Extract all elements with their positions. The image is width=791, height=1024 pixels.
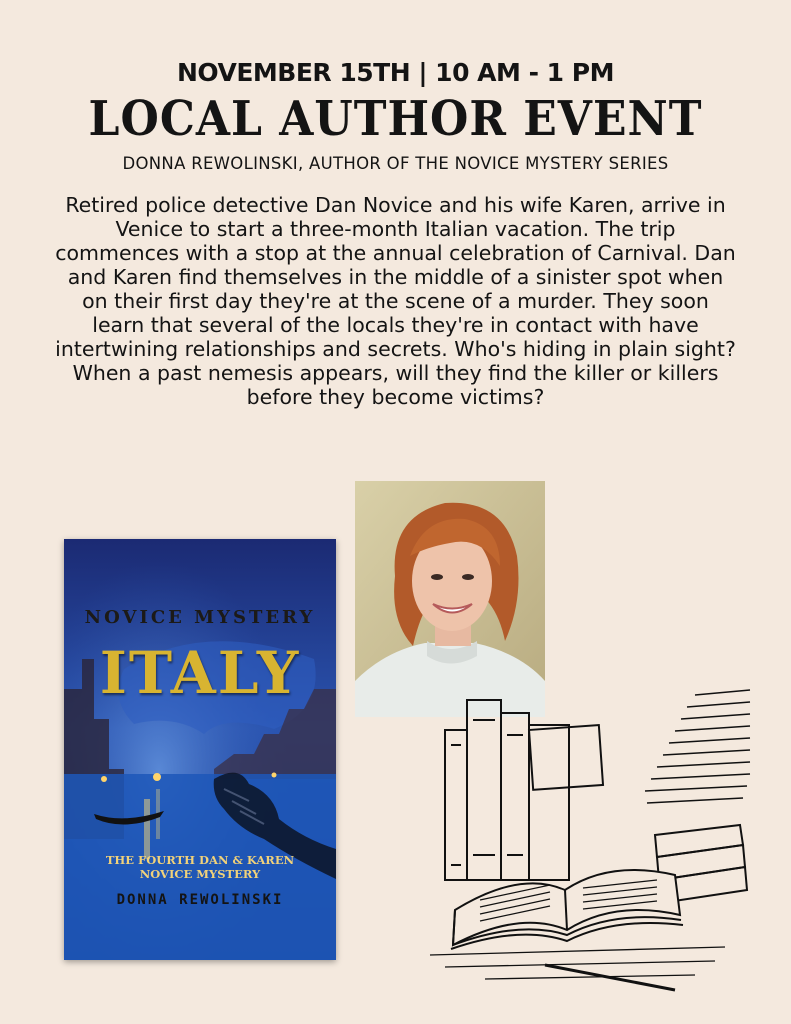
date-time-heading: NOVEMBER 15TH | 10 AM - 1 PM	[176, 58, 614, 87]
event-title: LOCAL AUTHOR EVENT	[88, 91, 703, 148]
book-cover	[64, 539, 336, 960]
book-description: Retired police detective Dan Novice and his wife Karen, arrive in Venice to start a three-month Italian vacation. The trip commences with a stop at the annual celebration of Carnival. Dan and Karen find themselves in the middle of a sinister spot when on their first day they're at the scene of a murder. They soon learn that several of the locals they're in contact with have intertwining relationships and secrets. Who's hiding in plain sight? When a past nemesis appears, will they find the killer or killers before they become victims?	[55, 193, 736, 409]
author-subtitle: DONNA REWOLINSKI, AUTHOR OF THE NOVICE MYSTERY SERIES	[122, 154, 669, 173]
cover-tagline-line2: NOVICE MYSTERY	[139, 867, 261, 881]
cover-book-title: ITALY	[99, 639, 301, 707]
author-photo	[355, 481, 545, 717]
books-sketch-illustration	[425, 685, 755, 995]
cover-tagline	[64, 853, 336, 881]
cover-author-name: DONNA REWOLINSKI	[116, 892, 284, 908]
author-photo-image	[355, 481, 545, 717]
cover-series-title: NOVICE MYSTERY	[84, 607, 316, 628]
cover-tagline-line1: THE FOURTH DAN & KAREN	[105, 853, 295, 867]
